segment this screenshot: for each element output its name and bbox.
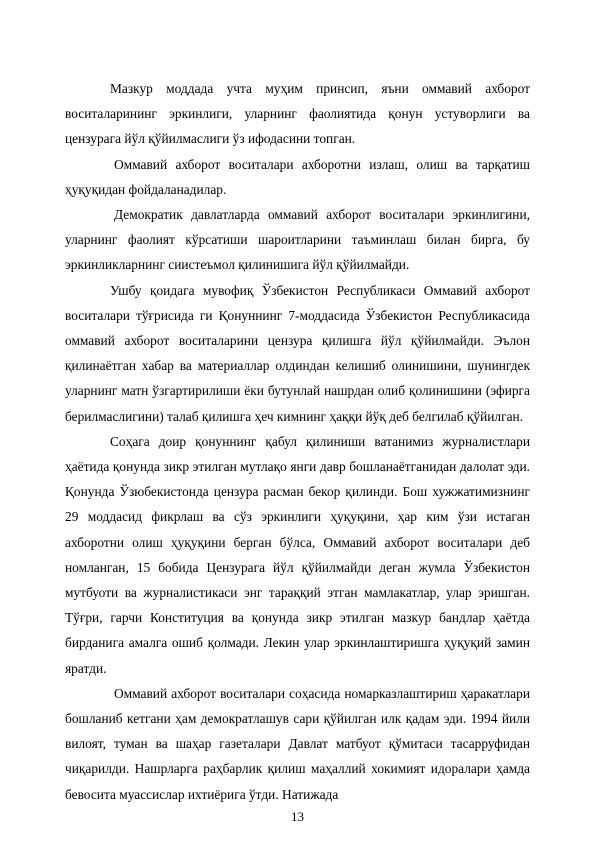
paragraph-1: Мазкур моддада учта муҳим принсип, яъни оммавий ахборот воситаларининг эркинлиги, уларнинг фаолиятида қонун устуворлиги ва цензурага йўл қўйилмаслиги ўз ифодасини топган.	[65, 81, 530, 147]
paragraph-2: Оммавий ахборот воситалари ахборотни излаш, олиш ва тарқатиш ҳуқуқидан фойдаланадилар.	[65, 156, 530, 197]
paragraph-6: Оммавий ахборот воситалари соҳасида номарказлаштириш ҳаракатлари бошланиб кетгани ҳам демократлашув сари қўйилган илк қадам эди. 1994 йили вилоят, туман ва шаҳар газеталари Давлат матбуот қўмитаси тасарруфидан чиқарилди. Нашрларга раҳбарлик қилиш маҳаллий хокимият идоралари ҳамда бевосита муассислар ихтиёрига ўтди. Натижада	[65, 685, 530, 802]
paragraph-3: Демократик давлатларда оммавий ахборот воситалари эркинлигини, уларнинг фаолият кўрсатиши шароитларини таъминлаш билан бирга, бу эркинликларнинг сиистеъмол қилинишига йўл қўйилмайди.	[65, 207, 530, 273]
paragraph-4: Ушбу қоидага мувофиқ Ўзбекистон Республикаси Оммавий ахборот воситалари тўғрисида ги Қонуннинг 7-моддасида Ўзбекистон Республикасида оммавий ахборот воситаларини цензура қилишга йўл қўйилмайди. Эълон қилинаётган хабар ва материаллар олдиндан келишиб олинишини, шунингдек уларнинг матн ўзгартирилиши ёки бутунлай нашрдан олиб қолинишини (эфирга берилмаслигини) талаб қилишга ҳеч кимнинг ҳаққи йўқ деб белгилаб қўйилган.	[65, 282, 530, 424]
page-number: 13	[291, 809, 304, 824]
page-body	[65, 76, 530, 807]
paragraph-5: Соҳага доир қонуннинг қабул қилиниши ватанимиз журналистлари ҳаётида қонунда зикр этилган мутлақо янги давр бошланаётганидан далолат эди. Қонунда Ўзюбекистонда цензура расман бекор қилинди. Бош хужжатимизнинг 29 моддасид фикрлаш ва сўз эркинлиги ҳуқуқини, ҳар ким ўзи истаган ахборотни олиш ҳуқуқини берган бўлса, Оммавий ахборот воситалари деб номланган, 15 бобида Цензурага йўл қўйилмайди деган жумла Ўзбекистон мутбуоти ва журналистикаси энг тараққий этган мамлакатлар, улар эришган. Тўғри, гарчи Конституция ва қонунда зикр этилган мазкур бандлар ҳаётда бирданига амалга ошиб қолмади. Лекин улар эркинлаштиришга ҳуқуқий замин яратди.	[65, 433, 530, 676]
